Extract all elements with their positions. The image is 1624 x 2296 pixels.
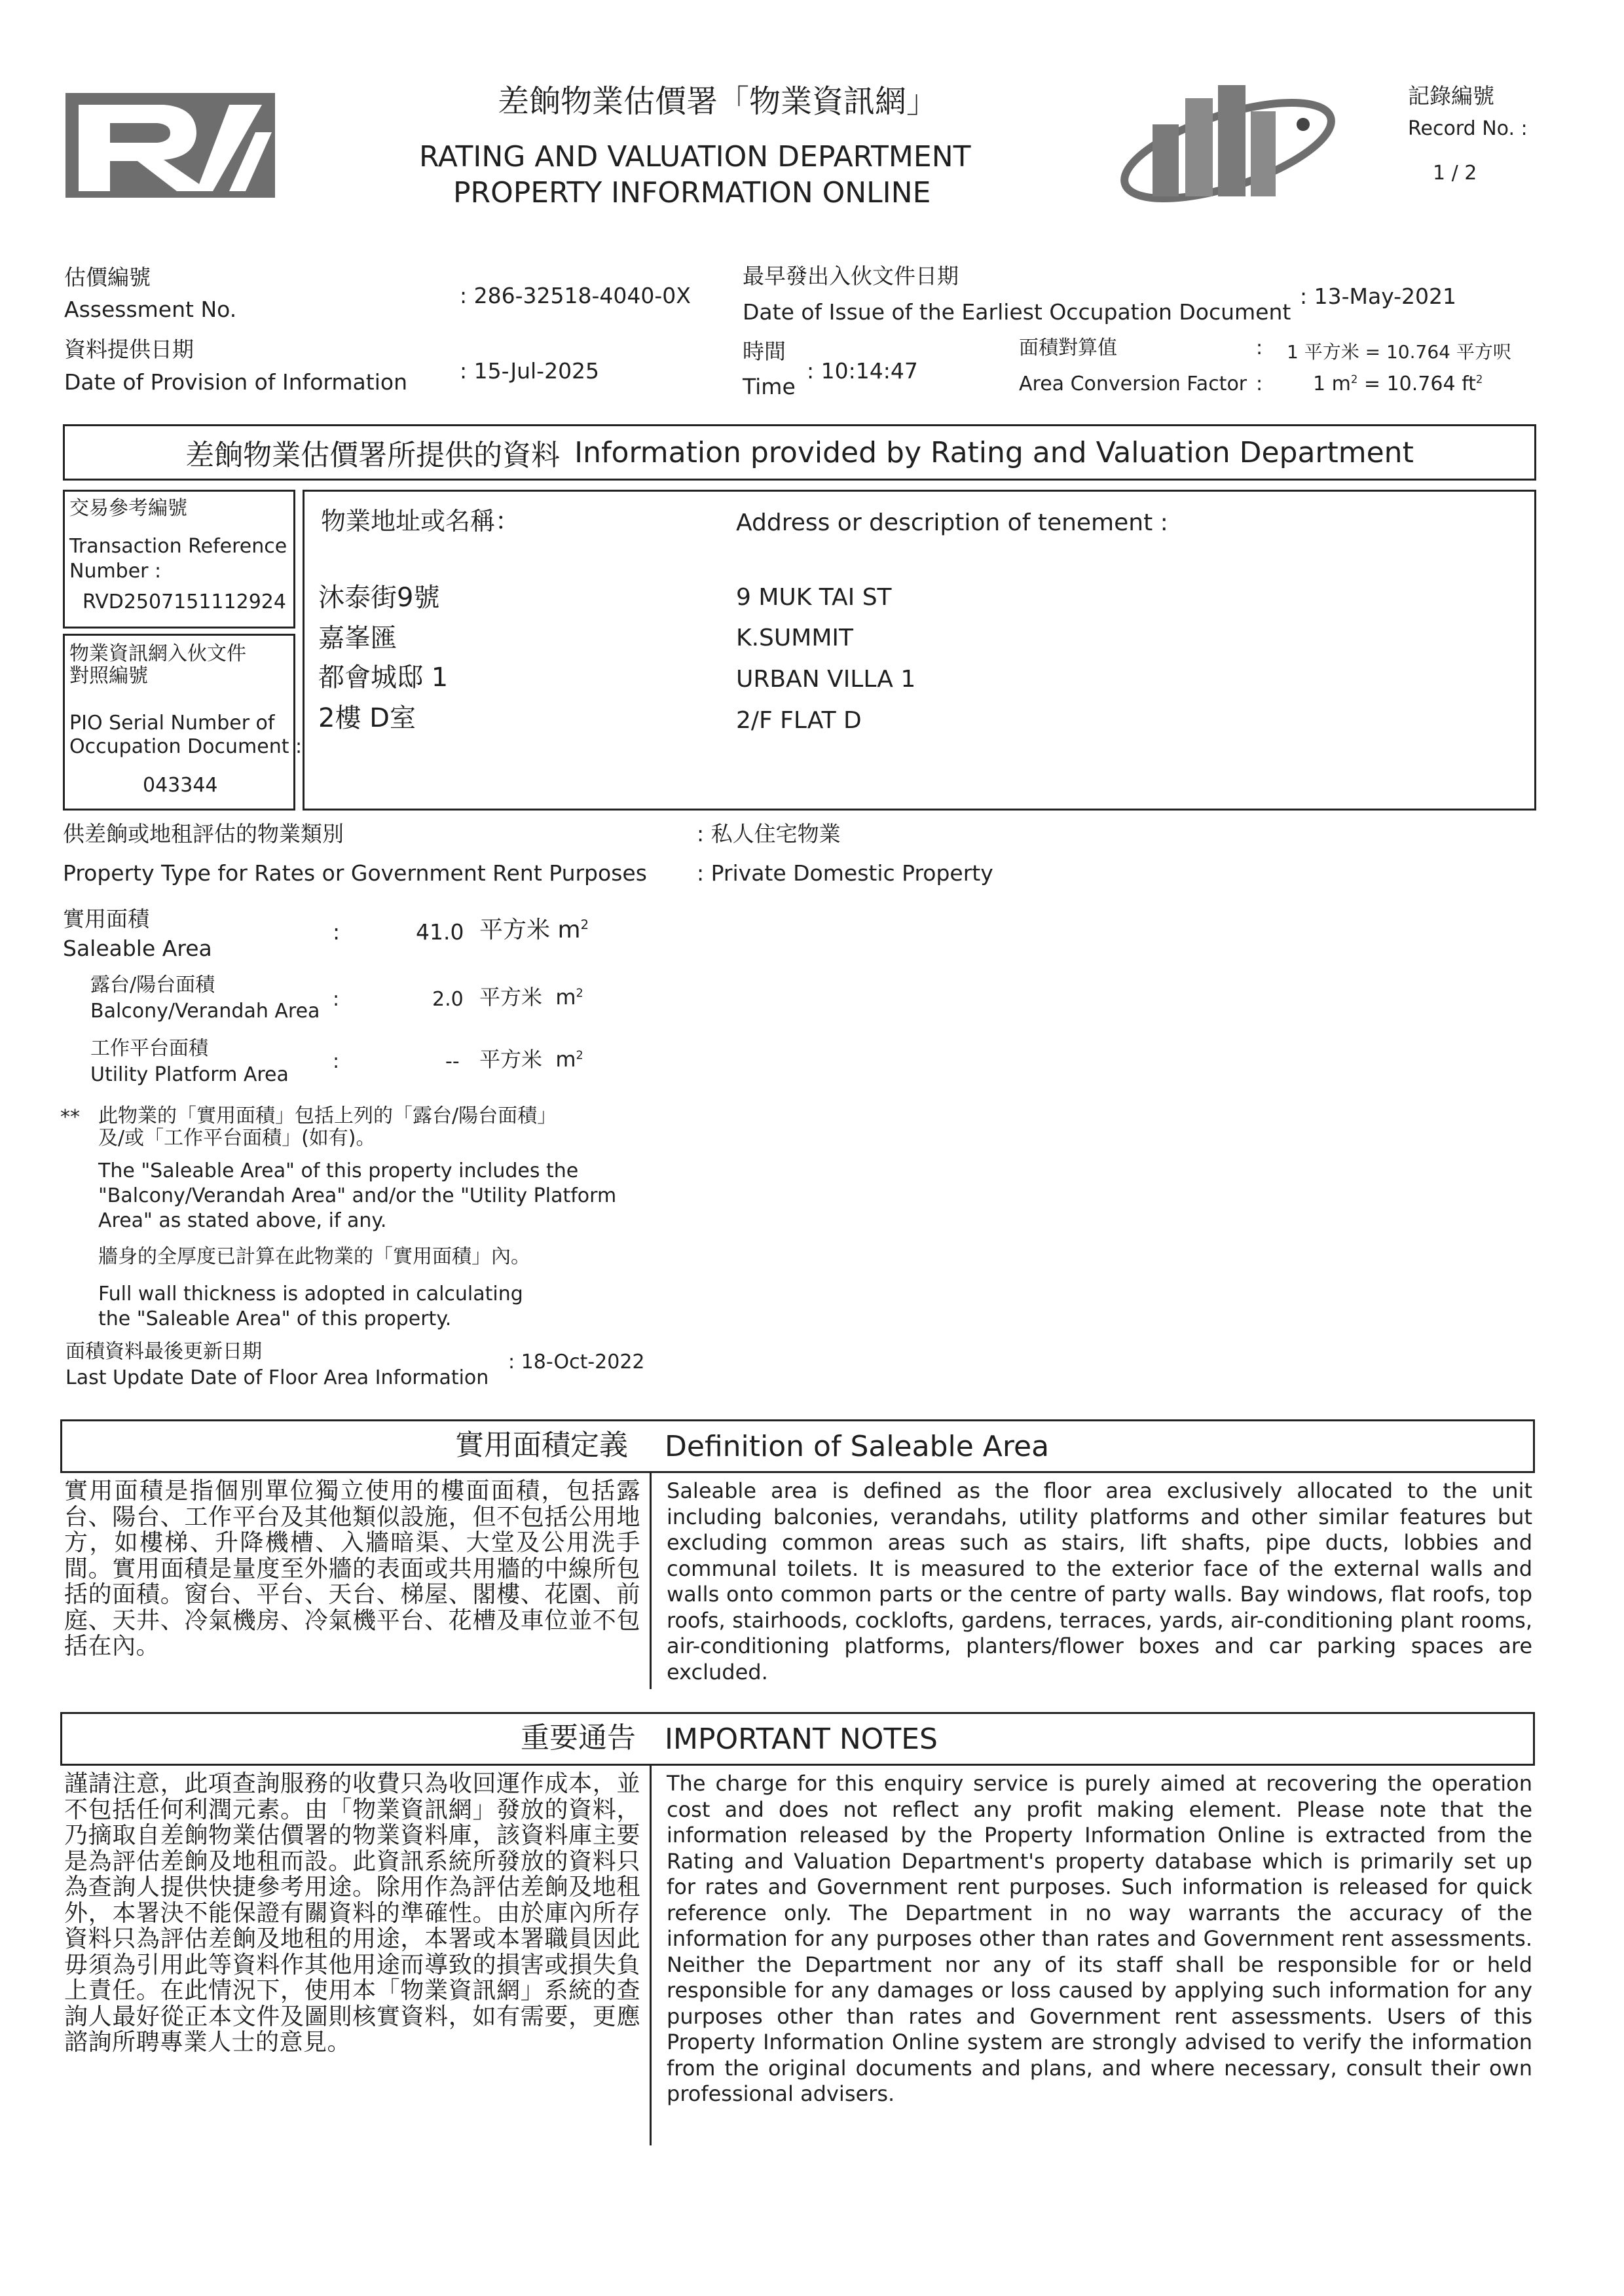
record-label-zh: 記錄編號 — [1408, 83, 1494, 109]
utility-unit: 平方米 $m^2$ — [479, 1047, 583, 1072]
pio-label-en-2: Occupation Document : — [69, 735, 303, 758]
saleable-colon: : — [333, 919, 341, 945]
note-zh-1: 此物業的「實用面積」包括上列的「露台/陽台面積」 — [98, 1104, 557, 1127]
address-zh-line: 都會城邸 1 — [318, 663, 449, 693]
header-title-en-2: PROPERTY INFORMATION ONLINE — [453, 176, 931, 210]
address-zh-line: 嘉峯匯 — [318, 623, 397, 653]
note-en-1: The "Saleable Area" of this property includes the — [98, 1159, 579, 1182]
pio-label-zh-1: 物業資訊網入伙文件 — [69, 642, 246, 665]
assessment-label-en: Assessment No. — [64, 297, 237, 322]
address-en-line: K.SUMMIT — [736, 625, 853, 651]
conversion-colon-1: : — [1256, 337, 1263, 359]
note-zh-2: 及/或「工作平台面積」(如有)。 — [98, 1127, 376, 1150]
time-label-zh: 時間 — [743, 338, 786, 364]
wall-zh: 牆身的全厚度已計算在此物業的「實用面積」內。 — [98, 1245, 530, 1268]
address-en-line: 2/F FLAT D — [736, 707, 862, 734]
update-label-zh: 面積資料最後更新日期 — [65, 1340, 262, 1363]
txn-label-zh: 交易參考編號 — [69, 497, 187, 520]
note-en-3: Area" as stated above, if any. — [98, 1209, 387, 1232]
wall-en-2: the "Saleable Area" of this property. — [98, 1307, 452, 1330]
saleable-label-en: Saleable Area — [63, 936, 212, 961]
definition-text-en: Saleable area is defined as the floor area exclusively allocated to the unit including balconies, verandahs, utility platforms and other similar features but excluding common areas such as stairs, lift shafts, pipe ducts, lobbies and communal toilets. It is measured to the exterior face of the external walls and walls onto common parts or the centre of party walls. Bay windows, flat roofs, top roofs, stairhoods, cocklofts, gardens, terraces, yards, air-conditioning plant rooms, air-conditioning platforms, planters/flower boxes and car parking spaces are excluded. — [667, 1478, 1532, 1685]
record-page: 1 / 2 — [1433, 162, 1477, 185]
info-section-heading — [63, 424, 1536, 481]
balcony-value: 2.0 — [432, 988, 464, 1011]
pio-label-en-1: PIO Serial Number of — [69, 712, 275, 735]
type-value-en: : Private Domestic Property — [697, 860, 993, 886]
pio-value: 043344 — [143, 774, 218, 797]
address-box — [303, 490, 1536, 811]
address-zh-line: 2樓 D室 — [318, 703, 416, 733]
txn-value: RVD2507151112924 — [83, 591, 286, 613]
balcony-colon: : — [333, 988, 340, 1011]
info-heading-en: Information provided by Rating and Valuation Department — [574, 435, 1414, 469]
txn-label-en-2: Number : — [69, 560, 162, 583]
balcony-label-en: Balcony/Verandah Area — [90, 1000, 320, 1023]
notes-text-en: The charge for this enquiry service is purely aimed at recovering the operation cost and does not reflect any profit making element. Please note that the information released by the Property Information Online is extracted from the Rating and Valuation Department's property database which is primarily set up for rates and Government rent purposes. Such information is released for quick reference only. The Department in no way warrants the accuracy of the information for any purposes other than rates and Government rent assessments. Neither the Department nor any of its staff shall be responsible for or held responsible for any damages or loss caused by applying such information for any purposes other than rates and Government rent assessments. Users of this Property Information Online system are strongly advised to verify the information from the original documents and plans, and where necessary, consult their own professional advisers. — [667, 1771, 1532, 2106]
conversion-label-zh: 面積對算值 — [1019, 337, 1117, 359]
type-label-en: Property Type for Rates or Government Rent Purposes — [63, 860, 647, 886]
pio-building-logo — [1113, 79, 1336, 203]
utility-colon: : — [333, 1050, 340, 1073]
address-en-line: 9 MUK TAI ST — [736, 584, 892, 611]
record-label-en: Record No. : — [1408, 117, 1528, 140]
assessment-value: : 286-32518-4040-0X — [460, 283, 691, 308]
pio-label-zh-2: 對照編號 — [69, 665, 148, 687]
saleable-value: 41.0 — [416, 919, 464, 945]
notes-divider — [650, 1766, 652, 2145]
update-value: : 18-Oct-2022 — [508, 1351, 645, 1374]
note-marker: ** — [60, 1106, 80, 1129]
occupation-label-en: Date of Issue of the Earliest Occupation Document — [743, 299, 1291, 325]
address-label-en: Address or description of tenement : — [736, 509, 1168, 536]
notes-text-zh: 謹請注意，此項查詢服務的收費只為收回運作成本，並不包括任何利潤元素。由「物業資訊網」發放的資料，乃摘取自差餉物業估價署的物業資料庫，該資料庫主要是為評估差餉及地租而設。此資訊系統所發放的資料只為查詢人提供快捷參考用途。除用作為評估差餉及地租外，本署決不能保證有關資料的準確性。由於庫內所存資料只為評估差餉及地租的用途，本署或本署職員因此毋須為引用此等資料作其他用途而導致的損害或損失負上責任。在此情況下，使用本「物業資訊網」系統的查詢人最好從正本文件及圖則核實資料，如有需要，更應諮詢所聘專業人士的意見。 — [64, 1770, 640, 2056]
info-heading-zh: 差餉物業估價署所提供的資料 — [185, 439, 561, 472]
notes-heading-en: IMPORTANT NOTES — [665, 1722, 938, 1756]
definition-divider — [650, 1473, 652, 1689]
update-label-en: Last Update Date of Floor Area Information — [65, 1366, 489, 1389]
saleable-unit: 平方米 $m^2$ — [479, 917, 589, 943]
definition-text-zh: 實用面積是指個別單位獨立使用的樓面面積，包括露台、陽台、工作平台及其他類似設施，但不包括公用地方，如樓梯、升降機槽、入牆暗渠、大堂及公用洗手間。實用面積是量度至外牆的表面或共用牆的中線所包括的面積。窗台、平台、天台、梯屋、閣樓、花園、前庭、天井、冷氣機房、冷氣機平台、花槽及車位並不包括在內。 — [64, 1478, 640, 1660]
address-zh-line: 沐泰街9號 — [318, 583, 440, 613]
conversion-label-en: Area Conversion Factor — [1019, 373, 1247, 395]
definition-heading-en: Definition of Saleable Area — [665, 1430, 1050, 1463]
definition-heading-zh: 實用面積定義 — [455, 1429, 628, 1462]
type-value-zh: : 私人住宅物業 — [697, 821, 841, 847]
address-en-line: URBAN VILLA 1 — [736, 666, 916, 693]
conversion-colon-2: : — [1256, 373, 1263, 395]
assessment-label-zh: 估價編號 — [64, 264, 151, 290]
utility-value: -- — [445, 1050, 460, 1073]
note-en-2: "Balcony/Verandah Area" and/or the "Utility Platform — [98, 1184, 617, 1207]
provision-label-en: Date of Provision of Information — [64, 369, 407, 395]
wall-en-1: Full wall thickness is adopted in calculating — [98, 1283, 523, 1305]
saleable-label-zh: 實用面積 — [63, 906, 149, 932]
rv-logo — [65, 93, 275, 198]
provision-value: : 15-Jul-2025 — [460, 358, 600, 384]
txn-label-en-1: Transaction Reference — [69, 535, 287, 558]
conversion-en: 1 $m^2 = 10.764$ $ft^2$ — [1313, 373, 1483, 395]
time-label-en: Time — [743, 374, 796, 399]
type-label-zh: 供差餉或地租評估的物業類別 — [63, 821, 344, 847]
provision-label-zh: 資料提供日期 — [64, 337, 194, 362]
header-title-zh: 差餉物業估價署「物業資訊網」 — [498, 83, 938, 120]
utility-label-zh: 工作平台面積 — [90, 1037, 208, 1060]
balcony-label-zh: 露台/陽台面積 — [90, 974, 215, 996]
balcony-unit: 平方米 $m^2$ — [479, 985, 583, 1010]
conversion-zh: 1 平方米 = 10.764 平方呎 — [1287, 341, 1511, 363]
notes-heading-zh: 重要通告 — [521, 1721, 636, 1755]
notes-heading — [60, 1712, 1535, 1766]
definition-heading — [60, 1419, 1535, 1473]
occupation-label-zh: 最早發出入伙文件日期 — [743, 263, 959, 289]
occupation-value: : 13-May-2021 — [1300, 283, 1457, 309]
time-value: : 10:14:47 — [807, 358, 918, 384]
header-title-en-1: RATING AND VALUATION DEPARTMENT — [419, 140, 971, 173]
utility-label-en: Utility Platform Area — [90, 1063, 289, 1086]
address-label-zh: 物業地址或名稱： — [321, 507, 521, 536]
